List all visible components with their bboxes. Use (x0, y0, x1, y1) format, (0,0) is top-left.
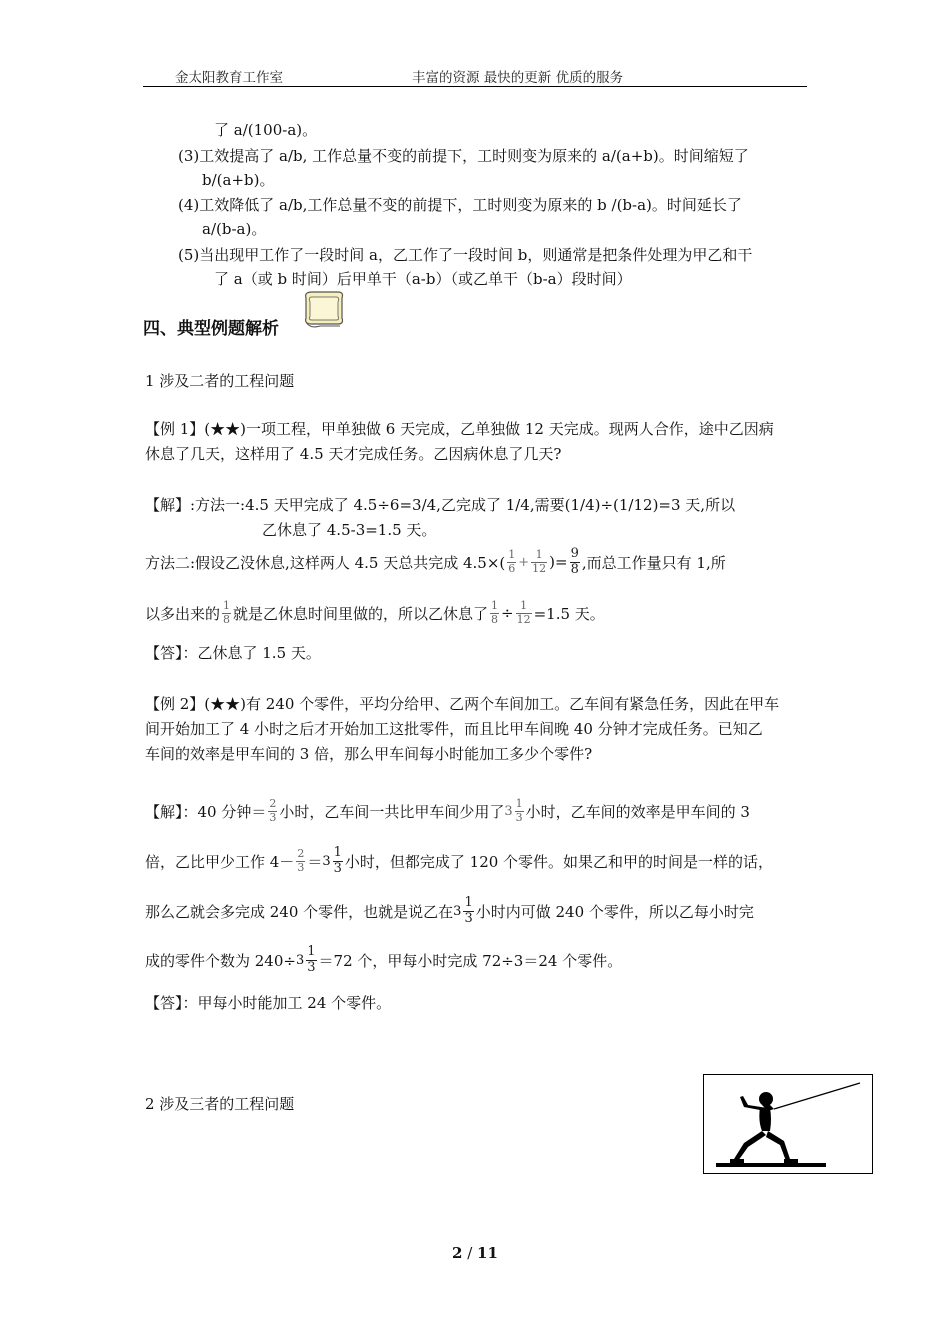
subsection-title: 2 涉及三者的工程问题 (145, 1095, 295, 1113)
example-1-method-2 (145, 540, 726, 584)
mixed-number: 3 $\frac{1}{3}$ (453, 894, 473, 926)
fraction: $\frac{1}{8}$ (223, 598, 231, 626)
fraction: $\frac{2}{3}$ (269, 796, 277, 824)
list-item-5-cont: 了 a（或 b 时间）后甲单干（a-b）（或乙单干（b-a）段时间） (214, 270, 632, 288)
method-2-text: 方法二:假设乙没休息,这样两人 4.5 天总共完成 4.5×( (145, 553, 506, 572)
list-line: 了 a/(100-a)。 (214, 121, 318, 139)
example-1-answer: 【答】：乙休息了 1.5 天。 (145, 644, 321, 662)
solution-text: 成的零件个数为 240÷ (145, 951, 296, 970)
example-1-solution-1: 【解】:方法一:4.5 天甲完成了 4.5÷6=3/4,乙完成了 1/4,需要(1/4)÷(1/12)=3 天,所以 (145, 496, 736, 514)
mixed-number: 3 $\frac{1}{3}$ (322, 844, 342, 876)
solution-text: 小时，乙车间的效率是甲车间的 3 (525, 802, 750, 821)
solution-text: 小时，乙车间一共比甲车间少用了 (279, 802, 505, 821)
solution-text: ＝72 个，甲每小时完成 72÷3＝24 个零件。 (318, 951, 623, 970)
fraction: $\frac{2}{3}$ (297, 846, 305, 874)
header-left: 金太阳教育工作室 (175, 70, 283, 86)
example-2-solution-line (145, 790, 750, 832)
method-2-text: 就是乙休息时间里做的，所以乙休息了 (233, 604, 489, 623)
fraction: $\frac{1}{12}$ (532, 547, 547, 575)
list-item-5: (5)当出现甲工作了一段时间 a，乙工作了一段时间 b，则通常是把条件处理为甲乙和干 (178, 246, 753, 264)
solution-text: 小时，但都完成了 120 个零件。如果乙和甲的时间是一样的话， (344, 852, 774, 871)
example-2-question-cont: 间开始加工了 4 小时之后才开始加工这批零件，而且比甲车间晚 40 分钟才完成任务。已知乙 (145, 720, 763, 738)
solution-text: 【解】：40 分钟＝ (145, 802, 267, 821)
method-2-text: ,而总工作量只有 1,所 (581, 553, 726, 572)
solution-text: 那么乙就会多完成 240 个零件，也就是说乙在 (145, 902, 454, 921)
fencer-illustration (703, 1074, 873, 1174)
method-2-text: 以多出来的 (145, 604, 221, 623)
fraction: $\frac{1}{12}$ (516, 598, 531, 626)
example-1-question-cont: 休息了几天，这样用了 4.5 天才完成任务。乙因病休息了几天? (145, 445, 562, 463)
fencer-icon (704, 1075, 872, 1173)
total-pages: 11 (477, 1244, 498, 1262)
divide-sign: ÷ (501, 604, 514, 622)
example-2-question-cont: 车间的效率是甲车间的 3 倍，那么甲车间每小时能加工多少个零件? (145, 745, 593, 763)
example-1-question: 【例 1】(★★)一项工程，甲单独做 6 天完成，乙单独做 12 天完成。现两人合作，途中乙因病 (145, 420, 774, 438)
solution-text: ＝ (307, 852, 323, 871)
page-number (452, 1244, 498, 1262)
current-page: 2 (452, 1244, 463, 1262)
solution-text: 倍，乙比甲少工作 4－ (145, 852, 295, 871)
example-2-question: 【例 2】(★★)有 240 个零件，平均分给甲、乙两个车间加工。乙车间有紧急任务，因此在甲车 (145, 695, 780, 713)
mixed-number: 3 $\frac{1}{3}$ (295, 943, 316, 975)
example-1-method-2-cont (145, 592, 605, 634)
fraction: $\frac{1}{6}$ (508, 547, 516, 575)
fraction: $\frac{9}{8}$ (570, 545, 579, 577)
list-item-3-cont: b/(a+b)。 (202, 171, 275, 189)
page-separator: / (462, 1244, 478, 1262)
header-divider (143, 86, 807, 87)
subsection-title: 1 涉及二者的工程问题 (145, 372, 295, 390)
solution-text: 小时内可做 240 个零件，所以乙每小时完 (475, 902, 754, 921)
list-item-4-cont: a/(b-a)。 (202, 220, 267, 238)
example-2-solution-line (145, 840, 773, 882)
fraction: $\frac{1}{8}$ (491, 598, 499, 626)
example-2-solution-line (145, 890, 754, 932)
example-2-solution-line (145, 939, 622, 981)
method-2-text: =1.5 天。 (533, 604, 605, 623)
header-right: 丰富的资源 最快的更新 优质的服务 (412, 70, 624, 86)
example-1-solution-1-cont: 乙休息了 4.5-3=1.5 天。 (262, 521, 437, 539)
section-title: 四、典型例题解析 (143, 319, 279, 339)
mixed-number: 3 $\frac{1}{3}$ (504, 796, 523, 824)
list-item-3: (3)工效提高了 a/b, 工作总量不变的前提下，工时则变为原来的 a/(a+b)。时间缩短了 (178, 147, 749, 165)
method-2-text: )= (549, 553, 568, 571)
list-item-4: (4)工效降低了 a/b,工作总量不变的前提下，工时则变为原来的 b /(b-a)。时间延长了 (178, 196, 742, 214)
scroll-icon (300, 288, 348, 330)
plus-sign: + (518, 554, 530, 570)
example-2-answer: 【答】：甲每小时能加工 24 个零件。 (145, 994, 392, 1012)
